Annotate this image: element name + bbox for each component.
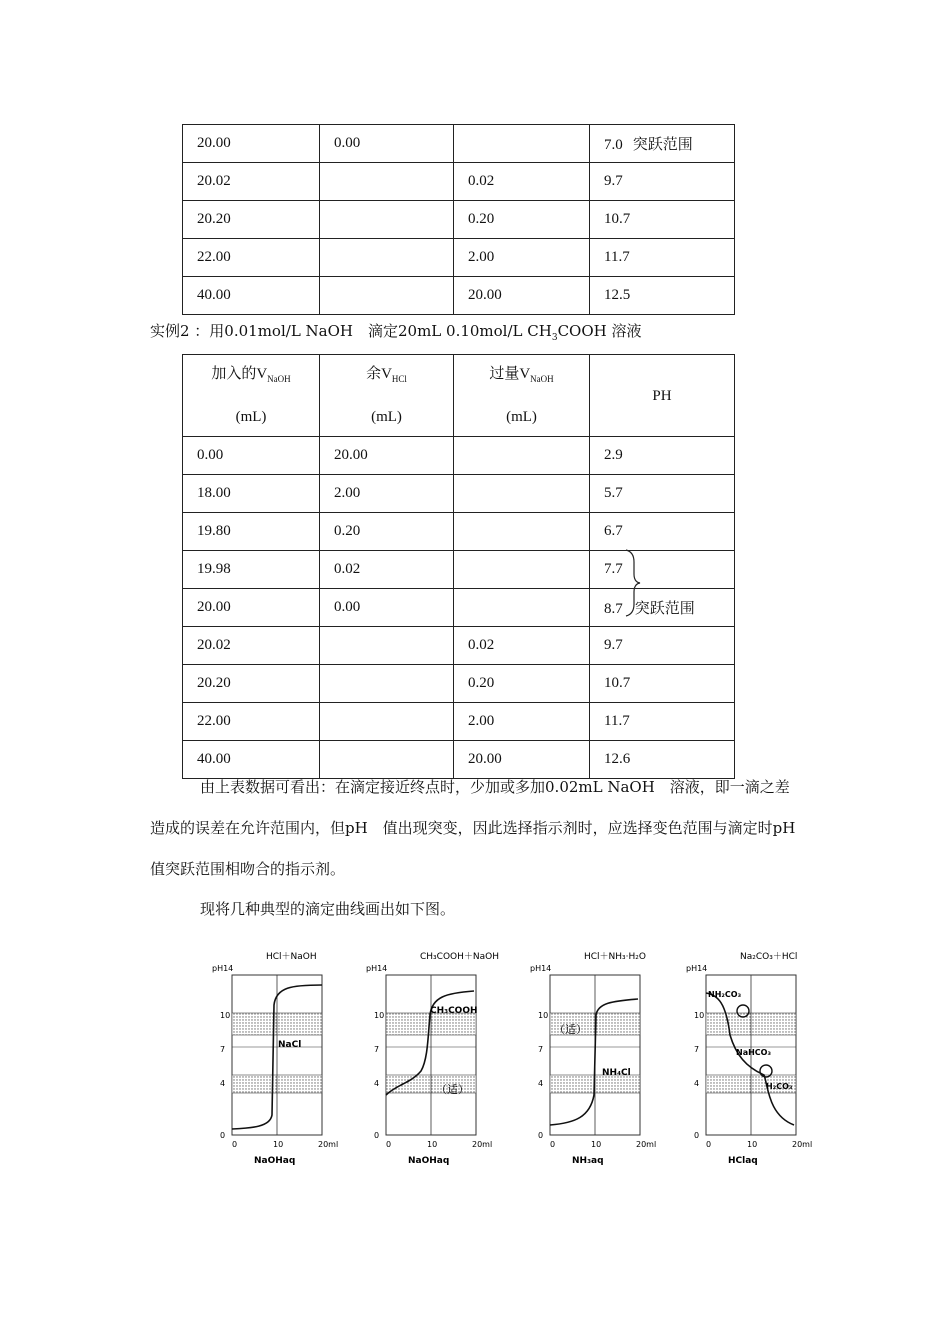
- tick-label: 20ml: [472, 1140, 493, 1149]
- x-axis-label: NaOHaq: [408, 1156, 450, 1166]
- table-header-row: [183, 355, 735, 437]
- jump-range-note: 突跃范围: [632, 137, 693, 153]
- table-cell: 7.0 突跃范围: [590, 125, 735, 163]
- table-cell: 2.9: [590, 437, 735, 475]
- table-row: [183, 665, 735, 703]
- tick-label: 10: [747, 1140, 758, 1149]
- table-cell: 10.7: [590, 665, 735, 703]
- table-cell: 11.7: [590, 703, 735, 741]
- curve-label: NH₂CO₃: [708, 990, 742, 999]
- table-row: [183, 277, 735, 315]
- tick-label: 20ml: [636, 1140, 657, 1149]
- tick-label: 0: [220, 1131, 226, 1140]
- table-row: [183, 475, 735, 513]
- suitable-note: （适）: [436, 1083, 469, 1096]
- tick-label: 4: [220, 1079, 226, 1088]
- table-cell: 0.00: [183, 437, 320, 475]
- tick-label: 4: [694, 1079, 700, 1088]
- table-cell: [320, 239, 454, 277]
- curve-label: CH₃COOH: [430, 1006, 478, 1016]
- figure-title: CH₃COOH＋NaOH: [420, 952, 499, 962]
- tick-label: 7: [538, 1045, 544, 1054]
- table-cell: 20.00: [183, 125, 320, 163]
- header-ph: PH: [590, 355, 735, 437]
- table-cell: 0.20: [320, 513, 454, 551]
- tick-label: 10: [694, 1011, 705, 1020]
- table-cell: 2.00: [454, 703, 590, 741]
- table-cell: 9.7: [590, 627, 735, 665]
- tick-label: 7: [374, 1045, 380, 1054]
- table-cell: [320, 703, 454, 741]
- jump-range-brace: [624, 548, 642, 618]
- table-cell: 0.20: [454, 201, 590, 239]
- tick-label: 20ml: [318, 1140, 339, 1149]
- table-cell: [454, 475, 590, 513]
- paragraph-figures-intro: 现将几种典型的滴定曲线画出如下图。: [200, 900, 456, 918]
- tick-label: 4: [374, 1079, 380, 1088]
- table-cell: [454, 437, 590, 475]
- tick-label: 10: [220, 1011, 231, 1020]
- tick-label: 10: [591, 1140, 602, 1149]
- example-2-suffix: COOH 溶液: [557, 322, 642, 340]
- table-cell: 5.7: [590, 475, 735, 513]
- tick-label: 0: [232, 1140, 238, 1149]
- tick-label: 7: [694, 1045, 700, 1054]
- titration-curves-figure: [200, 935, 820, 1175]
- table-cell: 20.00: [320, 437, 454, 475]
- y-axis-label: pH14: [530, 964, 552, 973]
- suitable-note: （适）: [554, 1023, 587, 1036]
- table-cell: 40.00: [183, 277, 320, 315]
- tick-label: 10: [427, 1140, 438, 1149]
- curve-label: NaHCO₃: [736, 1048, 771, 1057]
- table-cell: [320, 277, 454, 315]
- table-row: [183, 513, 735, 551]
- table-row: [183, 703, 735, 741]
- table-cell: 11.7: [590, 239, 735, 277]
- curve-label: H₂CO₃: [766, 1082, 793, 1091]
- table-cell: 10.7: [590, 201, 735, 239]
- table-cell: 2.00: [454, 239, 590, 277]
- table-row: [183, 163, 735, 201]
- table-cell: 20.00: [183, 589, 320, 627]
- table-cell: 20.20: [183, 665, 320, 703]
- tick-label: 0: [550, 1140, 556, 1149]
- table-cell: [320, 665, 454, 703]
- tick-label: 20ml: [792, 1140, 813, 1149]
- figure-title: Na₂CO₃＋HCl: [740, 952, 798, 962]
- table-cell: 2.00: [320, 475, 454, 513]
- figure-title: HCl＋NH₃·H₂O: [584, 952, 646, 962]
- table-cell: 20.00: [454, 741, 590, 779]
- table-cell: 40.00: [183, 741, 320, 779]
- titration-table-2: [182, 354, 735, 779]
- table-cell: 0.00: [320, 125, 454, 163]
- table-cell: 19.98: [183, 551, 320, 589]
- titration-table-1: [182, 124, 735, 315]
- table-row: [183, 201, 735, 239]
- x-axis-label: HClaq: [728, 1156, 758, 1166]
- table-cell: [454, 125, 590, 163]
- curve-label: NaCl: [278, 1040, 302, 1050]
- example-2-heading: [150, 320, 641, 343]
- tick-label: 0: [374, 1131, 380, 1140]
- table-cell: 8.7 突跃范围: [590, 589, 735, 627]
- table-cell: [454, 513, 590, 551]
- tick-label: 10: [538, 1011, 549, 1020]
- tick-label: 0: [386, 1140, 392, 1149]
- table-row: [183, 125, 735, 163]
- table-cell: [320, 163, 454, 201]
- example-2-subscript: 3: [551, 333, 558, 343]
- tick-label: 0: [694, 1131, 700, 1140]
- table-cell: 9.7: [590, 163, 735, 201]
- table-cell: 0.00: [320, 589, 454, 627]
- curve-label: NH₄Cl: [602, 1068, 631, 1078]
- table-cell: 20.20: [183, 201, 320, 239]
- header-remaining-v: 余$V_{HCl}$ (mL): [320, 355, 454, 437]
- x-axis-label: NaOHaq: [254, 1156, 296, 1166]
- tick-label: 4: [538, 1079, 544, 1088]
- table-cell: 18.00: [183, 475, 320, 513]
- x-axis-label: NH₃aq: [572, 1156, 604, 1166]
- table-cell: 22.00: [183, 703, 320, 741]
- y-axis-label: pH14: [212, 964, 234, 973]
- table-cell: 12.6: [590, 741, 735, 779]
- y-axis-label: pH14: [686, 964, 708, 973]
- table-cell: [454, 589, 590, 627]
- table-cell: 0.02: [320, 551, 454, 589]
- table-cell: 19.80: [183, 513, 320, 551]
- paragraph-conclusion: 由上表数据可看出：在滴定接近终点时，少加或多加0.02mL NaOH 溶液，即一滴之差造成的误差在允许范围内，但pH 值出现突变，因此选择指示剂时，应选择变色范围与滴定时pH 值突跃范围相吻合的指示剂。: [150, 778, 811, 878]
- table-cell: 20.02: [183, 627, 320, 665]
- table-cell: 20.02: [183, 163, 320, 201]
- header-added-v: 加入的$V_{NaOH}$ (mL): [183, 355, 320, 437]
- table-cell: [454, 551, 590, 589]
- header-excess-v: 过量$V_{NaOH}$ (mL): [454, 355, 590, 437]
- tick-label: 0: [538, 1131, 544, 1140]
- table-cell: 12.5: [590, 277, 735, 315]
- y-axis-label: pH14: [366, 964, 388, 973]
- table-cell: 22.00: [183, 239, 320, 277]
- table-row: [183, 437, 735, 475]
- table-cell: 7.7: [590, 551, 735, 589]
- table-cell: 0.02: [454, 163, 590, 201]
- tick-label: 0: [706, 1140, 712, 1149]
- tick-label: 7: [220, 1045, 226, 1054]
- table-cell: 0.02: [454, 627, 590, 665]
- table-row: [183, 551, 735, 589]
- table-row: [183, 589, 735, 627]
- table-row: [183, 239, 735, 277]
- table-cell: 0.20: [454, 665, 590, 703]
- table-row: [183, 627, 735, 665]
- table-cell: 20.00: [454, 277, 590, 315]
- example-2-text: 实例2 ：用0.01mol/L NaOH 滴定20mL 0.10mol/L CH: [150, 322, 552, 340]
- figure-title: HCl＋NaOH: [266, 952, 317, 962]
- table-cell: [320, 627, 454, 665]
- tick-label: 10: [374, 1011, 385, 1020]
- tick-label: 10: [273, 1140, 284, 1149]
- table-cell: [320, 201, 454, 239]
- jump-range-note: 突跃范围: [634, 601, 695, 617]
- table-cell: 6.7: [590, 513, 735, 551]
